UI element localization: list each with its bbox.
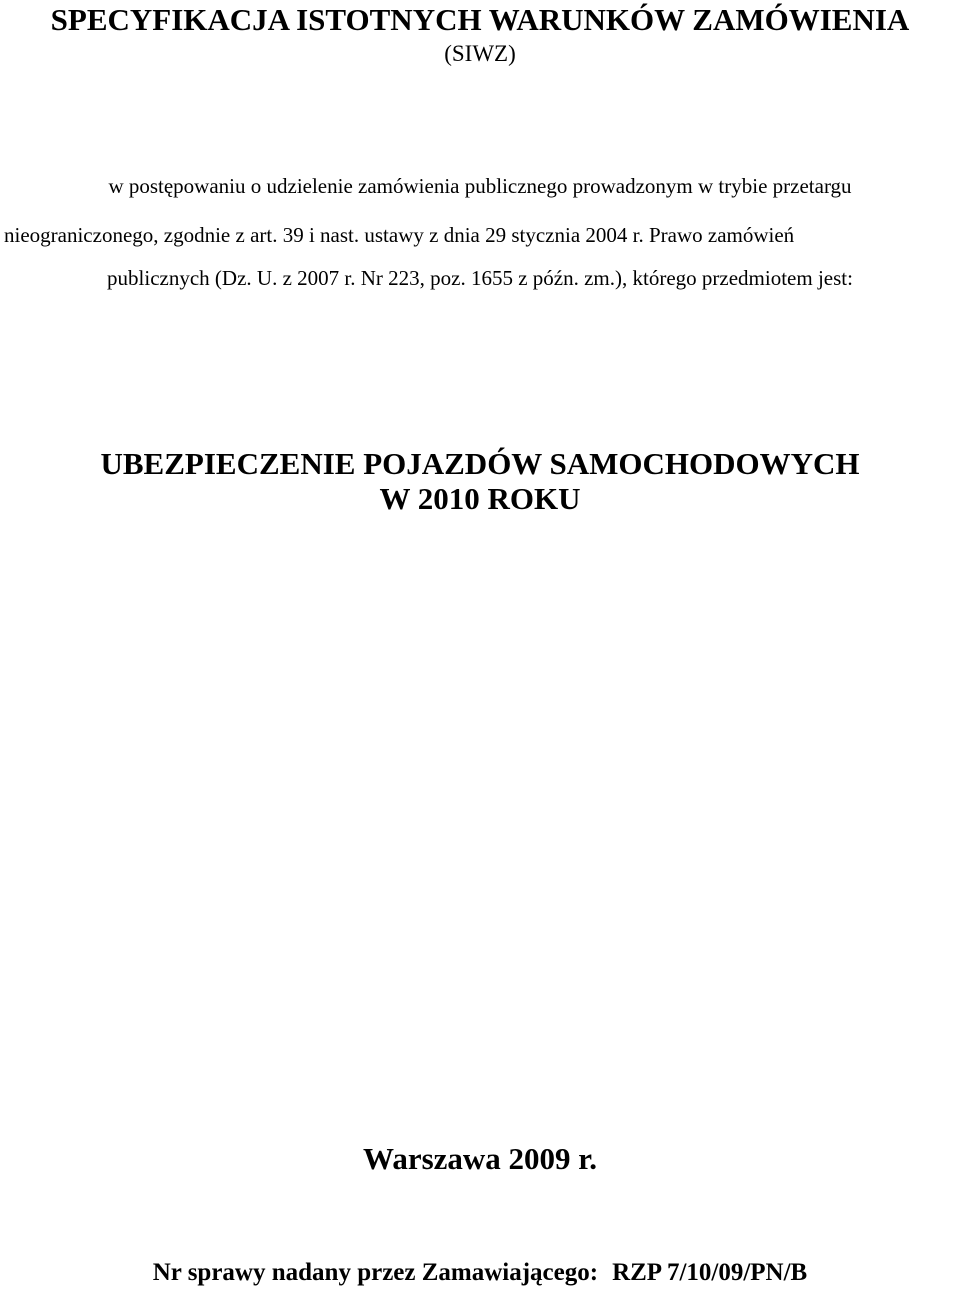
- case-number-value: RZP 7/10/09/PN/B: [612, 1259, 808, 1286]
- intro-line-1: w postępowaniu o udzielenie zamówienia publicznego prowadzonym w trybie przetargu: [108, 174, 852, 198]
- procurement-subject-line-2: W 2010 ROKU: [379, 481, 581, 516]
- document-title: SPECYFIKACJA ISTOTNYCH WARUNKÓW ZAMÓWIENIA: [50, 2, 910, 37]
- document-subtitle: (SIWZ): [444, 41, 516, 66]
- case-number-label: Nr sprawy nadany przez Zamawiającego:: [152, 1259, 599, 1286]
- place-and-date: Warszawa 2009 r.: [363, 1141, 597, 1176]
- intro-line-2: nieograniczonego, zgodnie z art. 39 i nast. ustawy z dnia 29 stycznia 2004 r. Prawo zamówień: [4, 223, 795, 247]
- procurement-subject-line-1: UBEZPIECZENIE POJAZDÓW SAMOCHODOWYCH: [100, 446, 860, 481]
- case-number: [0, 1260, 960, 1285]
- intro-line-3: publicznych (Dz. U. z 2007 r. Nr 223, poz. 1655 z późn. zm.), którego przedmiotem jest:: [107, 266, 853, 290]
